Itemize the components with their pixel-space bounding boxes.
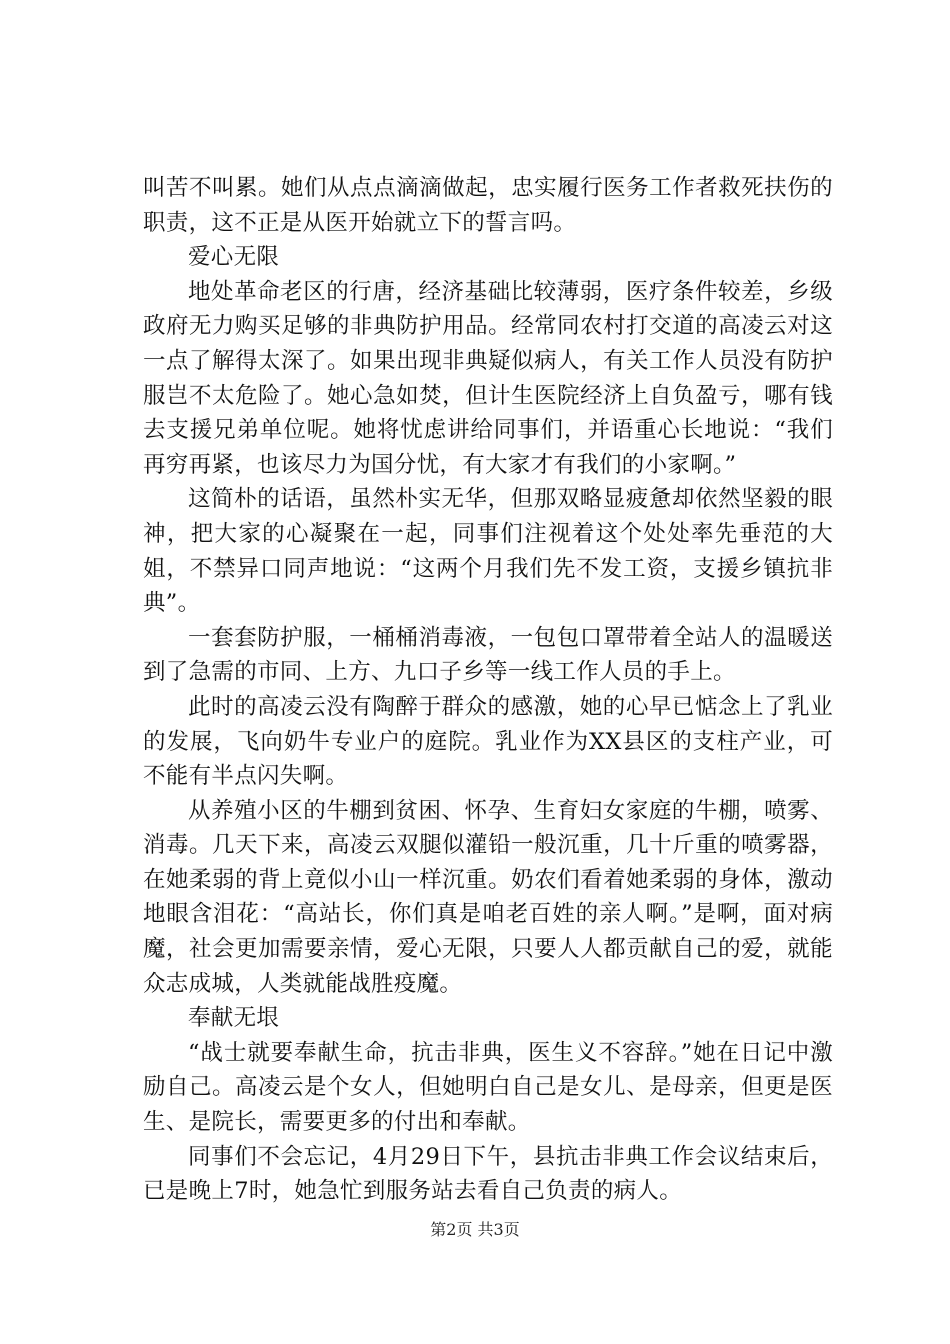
paragraph-5: 此时的高凌云没有陶醉于群众的感激，她的心早已惦念上了乳业的发展，飞向奶牛专业户的庭院。乳业作为XX县区的支柱产业，可不能有半点闪失啊。: [143, 693, 833, 790]
paragraph-1: 叫苦不叫累。她们从点点滴滴做起，忠实履行医务工作者救死扶伤的职责，这不正是从医开始就立下的誓言吗。: [143, 175, 833, 236]
section-heading-dedication: 奉献无垠: [188, 1005, 280, 1032]
document-body: [143, 171, 833, 1209]
page-footer: [0, 1217, 950, 1240]
section-heading-love: 爱心无限: [188, 244, 280, 271]
paragraph-4: 一套套防护服，一桶桶消毒液，一包包口罩带着全站人的温暖送到了急需的市同、上方、九口子乡等一线工作人员的手上。: [143, 624, 833, 686]
paragraph-6: 从养殖小区的牛棚到贫困、怀孕、生育妇女家庭的牛棚，喷雾、消毒。几天下来，高凌云双腿似灌铅一般沉重，几十斤重的喷雾器，在她柔弱的背上竟似小山一样沉重。奶农们看着她柔弱的身体，激动地眼含泪花：“高站长，你们真是咱老百姓的亲人啊。”是啊，面对病魔，社会更加需要亲情，爱心无限，只要人人都贡献自己的爱，就能众志成城，人类就能战胜疫魔。: [143, 797, 833, 997]
paragraph-2: 地处革命老区的行唐，经济基础比较薄弱，医疗条件较差，乡级政府无力购买足够的非典防护用品。经常同农村打交道的高凌云对这一点了解得太深了。如果出现非典疑似病人，有关工作人员没有防护服岂不太危险了。她心急如焚，但计生医院经济上自负盈亏，哪有钱去支援兄弟单位呢。她将忧虑讲给同事们，并语重心长地说：“我们再穷再紧，也该尽力为国分忧，有大家才有我们的小家啊。”: [143, 278, 833, 478]
paragraph-7: “战士就要奉献生命，抗击非典，医生义不容辞。”她在日记中激励自己。高凌云是个女人，但她明白自己是女儿、是母亲，但更是医生、是院长，需要更多的付出和奉献。: [143, 1039, 833, 1136]
paragraph-8: 同事们不会忘记，4月29日下午，县抗击非典工作会议结束后，已是晚上7时，她急忙到服务站去看自己负责的病人。: [143, 1143, 833, 1205]
page-number-label: 第2页 共3页: [430, 1220, 520, 1239]
paragraph-3: 这简朴的话语，虽然朴实无华，但那双略显疲惫却依然坚毅的眼神，把大家的心凝聚在一起，同事们注视着这个处处率先垂范的大姐，不禁异口同声地说：“这两个月我们先不发工资，支援乡镇抗非典”。: [143, 486, 833, 617]
